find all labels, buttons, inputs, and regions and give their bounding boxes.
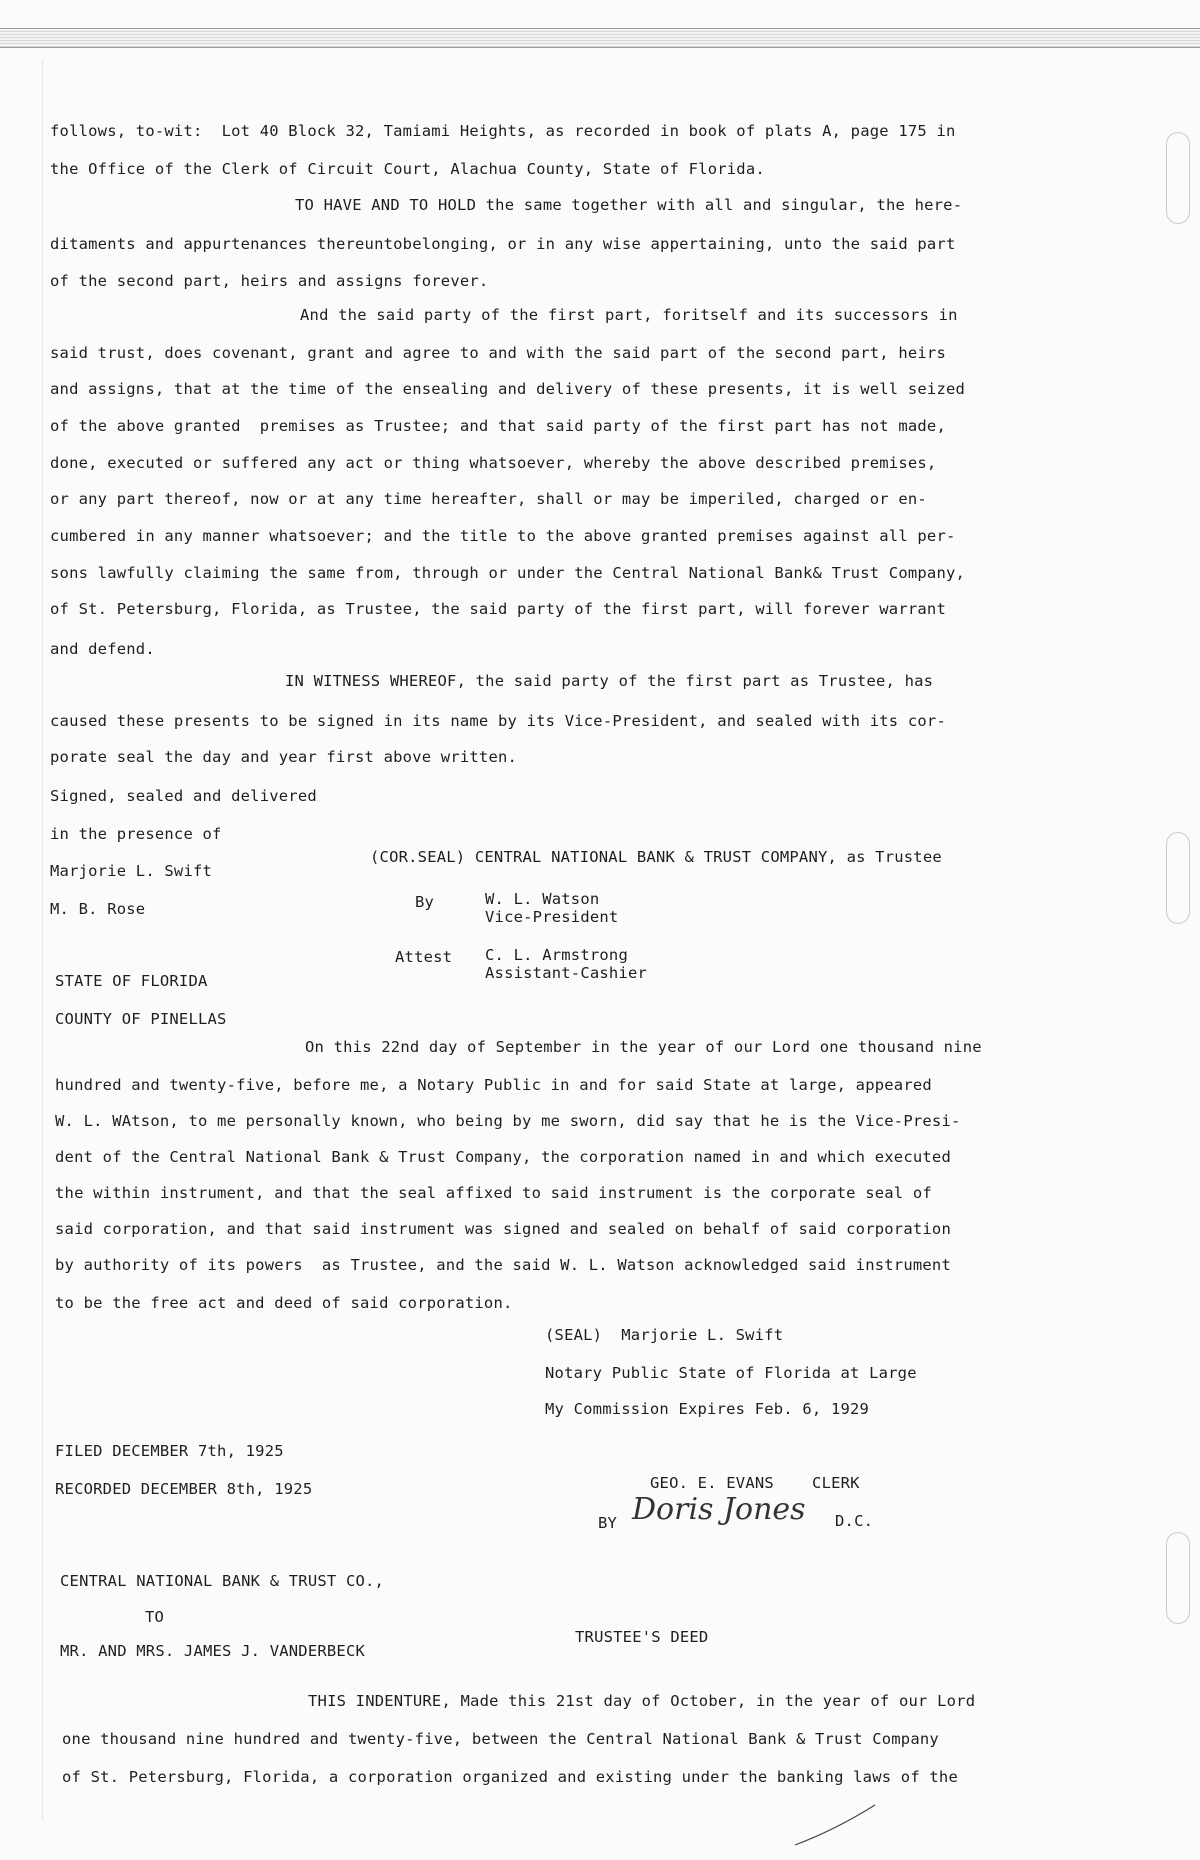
text-line: sons lawfully claiming the same from, through or under the Central National Bank& Trust Company, [50, 564, 966, 582]
grantor-heading: CENTRAL NATIONAL BANK & TRUST CO., [60, 1572, 385, 1590]
text-line: and defend. [50, 640, 155, 658]
text-line: of St. Petersburg, Florida, a corporation organized and existing under the banking laws of the [62, 1768, 958, 1786]
text-line: said corporation, and that said instrument was signed and sealed on behalf of said corporation [55, 1220, 951, 1238]
text-line: and assigns, that at the time of the ensealing and delivery of these presents, it is well seized [50, 380, 966, 398]
text-line: TO HAVE AND TO HOLD the same together with all and singular, the here- [295, 196, 963, 214]
left-margin-line [42, 60, 43, 1820]
text-line: hundred and twenty-five, before me, a Notary Public in and for said State at large, appeared [55, 1076, 932, 1094]
text-line: On this 22nd day of September in the year of our Lord one thousand nine [305, 1038, 982, 1056]
text-line: in the presence of [50, 825, 222, 843]
text-line: W. L. WAtson, to me personally known, who being by me sworn, did say that he is the Vice-Presi- [55, 1112, 961, 1130]
recorded-date: RECORDED DECEMBER 8th, 1925 [55, 1480, 313, 1498]
text-line: the Office of the Clerk of Circuit Court, Alachua County, State of Florida. [50, 160, 765, 178]
text-line: of the above granted premises as Trustee; and that said party of the first part has not made, [50, 417, 946, 435]
attester-name: C. L. Armstrong [485, 946, 628, 964]
clerk-line: GEO. E. EVANS CLERK [650, 1474, 860, 1492]
text-line: And the said party of the first part, foritself and its successors in [300, 306, 958, 324]
attester-title: Assistant-Cashier [485, 964, 648, 982]
pen-stroke [790, 1800, 880, 1850]
text-line: BY [598, 1514, 618, 1532]
scan-top-band [0, 28, 1200, 48]
corporate-seal-line: (COR.SEAL) CENTRAL NATIONAL BANK & TRUST COMPANY, as Trustee [370, 848, 942, 866]
text-line: ditaments and appurtenances thereuntobelonging, or in any wise appertaining, unto the said part [50, 235, 956, 253]
text-line: D.C. [835, 1512, 874, 1530]
text-line: of the second part, heirs and assigns forever. [50, 272, 489, 290]
signer-name: W. L. Watson [485, 890, 600, 908]
witness-name: Marjorie L. Swift [50, 862, 213, 880]
text-line: THIS INDENTURE, Made this 21st day of October, in the year of our Lord [308, 1692, 976, 1710]
witness-name: M. B. Rose [50, 900, 146, 918]
text-line: of St. Petersburg, Florida, as Trustee, the said party of the first part, will forever warrant [50, 600, 946, 618]
binder-hole-middle [1166, 832, 1190, 924]
grantee-heading: MR. AND MRS. JAMES J. VANDERBECK [60, 1642, 366, 1660]
notary-commission: My Commission Expires Feb. 6, 1929 [545, 1400, 870, 1418]
text-line: IN WITNESS WHEREOF, the said party of the first part as Trustee, has [285, 672, 934, 690]
text-line: caused these presents to be signed in its name by its Vice-President, and sealed with its cor- [50, 712, 946, 730]
text-line: done, executed or suffered any act or thing whatsoever, whereby the above described premises, [50, 454, 937, 472]
binder-hole-bottom [1166, 1532, 1190, 1624]
text-line: By [415, 893, 435, 911]
text-line: follows, to-wit: Lot 40 Block 32, Tamiami Heights, as recorded in book of plats A, page 175 in [50, 122, 956, 140]
text-line: to be the free act and deed of said corporation. [55, 1294, 513, 1312]
text-line: the within instrument, and that the seal affixed to said instrument is the corporate seal of [55, 1184, 932, 1202]
text-line: said trust, does covenant, grant and agree to and with the said part of the second part, heirs [50, 344, 946, 362]
notary-title: Notary Public State of Florida at Large [545, 1364, 917, 1382]
text-line: STATE OF FLORIDA [55, 972, 208, 990]
text-line: COUNTY OF PINELLAS [55, 1010, 227, 1028]
binder-hole-top [1166, 132, 1190, 224]
text-line: cumbered in any manner whatsoever; and the title to the above granted premises against all per- [50, 527, 956, 545]
text-line: by authority of its powers as Trustee, and the said W. L. Watson acknowledged said instrument [55, 1256, 951, 1274]
text-line: porate seal the day and year first above written. [50, 748, 518, 766]
text-line: one thousand nine hundred and twenty-five, between the Central National Bank & Trust Company [62, 1730, 939, 1748]
notary-seal-line: (SEAL) Marjorie L. Swift [545, 1326, 784, 1344]
deed-type: TRUSTEE'S DEED [575, 1628, 709, 1646]
text-line: dent of the Central National Bank & Trust Company, the corporation named in and which executed [55, 1148, 951, 1166]
filed-date: FILED DECEMBER 7th, 1925 [55, 1442, 284, 1460]
text-line: Attest [395, 948, 453, 966]
text-line: Signed, sealed and delivered [50, 787, 317, 805]
signer-title: Vice-President [485, 908, 619, 926]
clerk-signature: Doris Jones [632, 1492, 806, 1527]
text-line: TO [145, 1608, 165, 1626]
text-line: or any part thereof, now or at any time hereafter, shall or may be imperiled, charged or en- [50, 490, 927, 508]
